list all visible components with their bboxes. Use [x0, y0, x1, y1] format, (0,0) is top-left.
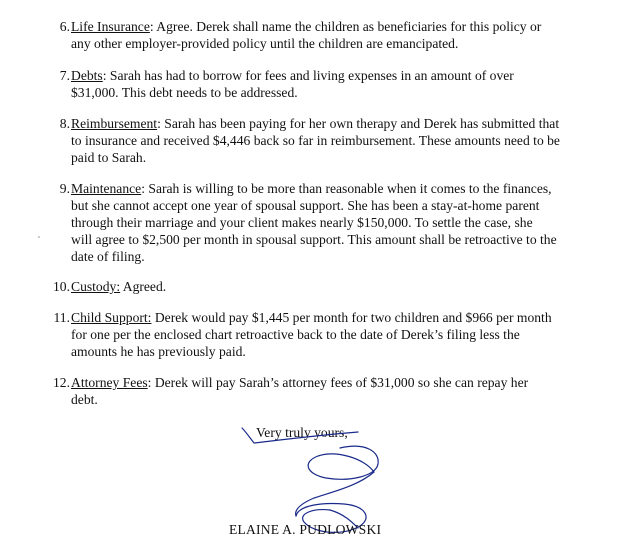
item-text: : Derek will pay Sarah’s attorney fees of $31,000 so she can repay her	[147, 375, 529, 390]
item-text: but she cannot accept one year of spousal support. She has been a stay-at-home parent	[71, 198, 540, 213]
item-number: 11.	[53, 310, 70, 325]
item-body	[71, 115, 591, 166]
item-heading: Attorney Fees	[71, 375, 148, 390]
item-text: : Sarah has had to borrow for fees and living expenses in an amount of over	[102, 68, 514, 83]
signer-name: ELAINE A. PUDLOWSKI	[229, 522, 382, 537]
item-heading: Custody:	[71, 279, 121, 294]
signature-scribble	[240, 418, 380, 538]
item-number: 12.	[53, 375, 70, 390]
item-text: debt.	[71, 392, 98, 407]
item-heading: Reimbursement	[71, 116, 158, 131]
item-text: any other employer-provided policy until the children are emancipated.	[71, 36, 459, 51]
item-text: Derek would pay $1,445 per month for two children and $966 per month	[151, 310, 552, 325]
closing: Very truly yours,	[256, 425, 348, 440]
item-number: 7.	[59, 68, 70, 83]
item-number: 10.	[53, 279, 70, 294]
item-text: : Agree. Derek shall name the children as beneficiaries for this policy or	[149, 19, 542, 34]
item-heading: Debts	[71, 68, 103, 83]
item-heading: Child Support:	[71, 310, 152, 325]
item-body	[71, 67, 591, 101]
item-text: to insurance and received $4,446 back so far in reimbursement. These amounts need to be	[71, 133, 560, 148]
item-text: paid to Sarah.	[71, 150, 147, 165]
item-number: 6.	[59, 19, 70, 34]
item-text: for one per the enclosed chart retroactive back to the date of Derek’s filing less the	[71, 327, 520, 342]
item-heading: Life Insurance	[71, 19, 150, 34]
item-text: will agree to $2,500 per month in spousal support. This amount shall be retroactive to the	[71, 232, 557, 247]
item-heading: Maintenance	[71, 181, 142, 196]
item-text: $31,000. This debt needs to be addressed.	[71, 85, 298, 100]
item-number: 8.	[59, 116, 70, 131]
item-body	[71, 278, 591, 295]
item-number: 9.	[59, 181, 70, 196]
item-body	[71, 180, 591, 265]
item-text: : Sarah is willing to be more than reasonable when it comes to the finances,	[141, 181, 552, 196]
item-body	[71, 374, 591, 408]
item-text: amounts he has previously paid.	[71, 344, 246, 359]
item-text: date of filing.	[71, 249, 145, 264]
item-body	[71, 309, 591, 360]
item-body	[71, 18, 591, 52]
item-text: through their marriage and your client makes nearly $150,000. To settle the case, she	[71, 215, 533, 230]
item-text: Agreed.	[120, 279, 167, 294]
scan-speck	[38, 236, 40, 238]
item-text: : Sarah has been paying for her own therapy and Derek has submitted that	[157, 116, 560, 131]
